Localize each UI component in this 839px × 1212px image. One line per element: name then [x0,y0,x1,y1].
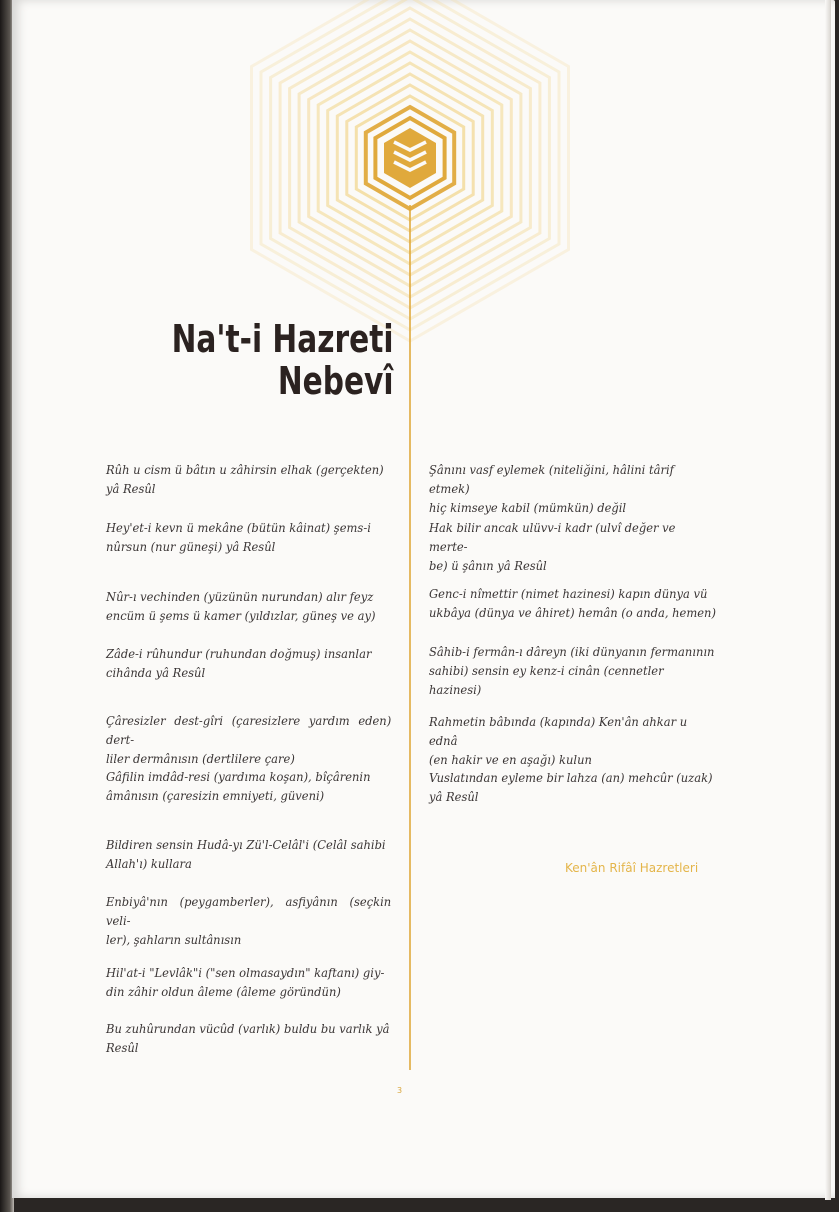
stanza [106,963,391,1001]
emblem-core [384,128,436,188]
verse-line: Allah'ı) kullara [106,856,192,871]
stanza [106,587,391,625]
stanza [429,642,716,699]
stanza [429,712,716,769]
verse-line: hiç kimseye kabil (mümkün) değil [429,500,627,515]
stanza [429,768,716,806]
stanza [106,711,391,768]
verse-line: Sâhib-i fermân-ı dâreyn (iki dünyanın fermanının [429,644,715,659]
verse-line: Çâresizler dest-gîri (çaresizlere yardım eden) dert- [106,713,392,747]
verse-line: Vuslatından eyleme bir lahza (an) mehcûr (uzak) [429,770,713,785]
verse-line: liler dermânısın (dertlilere çare) [106,751,295,766]
stanza [106,518,391,556]
verse-line: Rahmetin bâbında (kapında) Ken'ân ahkar u ednâ [429,714,688,748]
verse-line: encüm ü şems ü kamer (yıldızlar, güneş ve ay) [106,608,376,623]
verse-line: Bildiren sensin Hudâ-yı Zü'l-Celâl'i (Celâl sahibi [106,837,386,852]
stanza [106,892,391,949]
verse-line: Gâfilin imdâd-resi (yardıma koşan), bîçârenin [106,769,371,784]
verse-line: cihânda yâ Resûl [106,665,206,680]
stanza [106,460,391,498]
verse-line: Hak bilir ancak ulüvv-i kadr (ulvî değer ve merte- [429,520,676,554]
verse-line: Hil'at-i "Levlâk"i ("sen olmasaydın" kaftanı) giy- [106,965,385,980]
stanza [106,767,391,805]
verse-line: Bu zuhûrundan vücûd (varlık) buldu bu varlık yâ [106,1021,390,1036]
stanza [429,584,716,622]
verse-line: Enbiyâ'nın (peygamberler), asfiyânın (seçkin veli- [106,894,392,928]
verse-line: ler), şahların sultânısın [106,932,242,947]
title-line-2: Nebevî [278,359,394,403]
stanza [106,1019,391,1057]
verse-line: âmânısın (çaresizin emniyeti, güveni) [106,788,325,803]
verse-line: Zâde-i rûhundur (ruhundan doğmuş) insanlar [106,646,372,661]
verse-line: yâ Resûl [106,481,156,496]
verse-line: Resûl [106,1040,139,1055]
verse-line: Nûr-ı vechinden (yüzünün nurundan) alır feyz [106,589,374,604]
stanza [429,460,716,517]
verse-line: Genc-i nîmettir (nimet hazinesi) kapın dünya vü [429,586,708,601]
title-line-1: Na't-i Hazreti [172,317,394,361]
verse-line: nûrsun (nur güneşi) yâ Resûl [106,539,276,554]
verse-line: ukbâya (dünya ve âhiret) hemân (o anda, hemen) [429,605,716,620]
verse-line: yâ Resûl [429,789,479,804]
page-number: 3 [397,1086,403,1095]
verse-line: Şânını vasf eylemek (niteliğini, hâlini târif etmek) [429,462,674,496]
stanza [106,644,391,682]
verse-line: (en hakir ve en aşağı) kulun [429,752,592,767]
stanza [429,518,716,575]
verse-line: Hey'et-i kevn ü mekâne (bütün kâinat) şems-i [106,520,371,535]
verse-line: sahibi) sensin ey kenz-i cinân (cennetler hazinesi) [429,663,664,697]
page-title [172,318,394,402]
verse-line: Rûh u cism ü bâtın u zâhirsin elhak (gerçekten) [106,462,384,477]
verse-line: din zâhir oldun âleme (âleme göründün) [106,984,341,999]
stanza [106,835,391,873]
verse-line: be) ü şânın yâ Resûl [429,558,547,573]
author-signature: Ken'ân Rifâî Hazretleri [565,861,699,875]
